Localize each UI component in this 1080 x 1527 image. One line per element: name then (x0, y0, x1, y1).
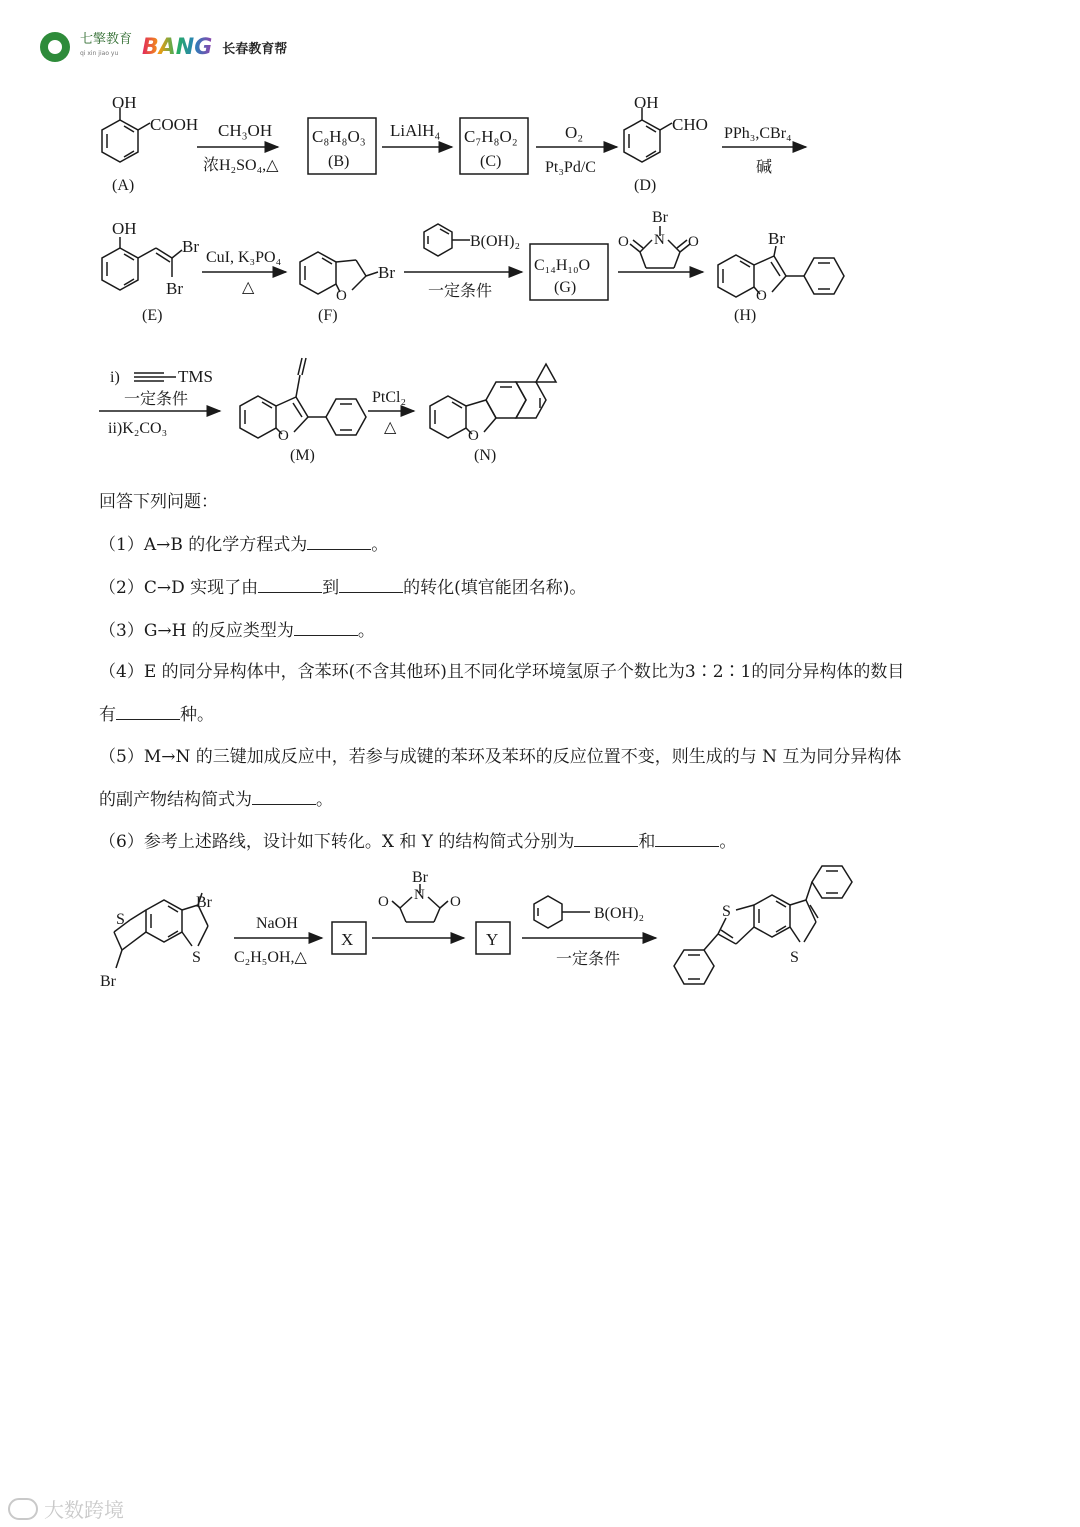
E-oh-label: OH (112, 219, 137, 238)
nbs-o2-label: O (688, 234, 699, 250)
A-label: (A) (112, 177, 135, 194)
E-br2-label: Br (166, 279, 183, 298)
arrow4-top: PPh₃,CBr₄ (724, 125, 792, 142)
F-br-label: Br (378, 263, 395, 282)
question-6: （6）参考上述路线，设计如下转化。X 和 Y 的结构简式分别为 和 。 (99, 832, 737, 852)
arrow3-bottom: Pt₃Pd/C (545, 159, 596, 176)
arrow8-top: PtCl₂ (372, 389, 407, 406)
arrow5-top: CuI, K₃PO₄ (206, 249, 282, 266)
arrow1-top: CH₃OH (218, 121, 273, 140)
answer-blank-2b[interactable] (339, 576, 403, 593)
scheme2-phenyl-reagent (534, 896, 590, 928)
compound-H-structure (718, 246, 844, 297)
D-oh-label: OH (634, 93, 659, 112)
compound-N-structure (430, 364, 556, 438)
scheme2-product-structure (674, 866, 852, 984)
N-label: (N) (474, 447, 497, 464)
nbs-br-label: Br (652, 209, 668, 226)
question-5-line1: （5）M→N 的三键加成反应中，若参与成键的苯环及苯环的反应位置不变，则生成的与 N 互为同分异构体 (99, 747, 902, 767)
scheme2-Y: Y (486, 930, 499, 949)
answer-blank-5[interactable] (252, 788, 316, 805)
question-4-line2: 有 种。 (99, 705, 214, 725)
H-o-label: O (756, 288, 767, 304)
answer-blank-6a[interactable] (574, 830, 638, 847)
scheme2-product-s2: S (790, 949, 799, 966)
M-label: (M) (290, 447, 315, 464)
arrow7-ii: ii)K₂CO₃ (108, 420, 168, 437)
answer-blank-6b[interactable] (655, 830, 719, 847)
scheme2-arrow1-top: NaOH (256, 915, 298, 932)
compound-D-structure (624, 108, 672, 162)
bang-logo-text: 长春教育帮 (222, 41, 288, 57)
scheme2-nbs-br: Br (412, 869, 428, 886)
arrow5-bottom: △ (242, 279, 255, 296)
scheme2-product-s1: S (722, 903, 731, 920)
E-br1-label: Br (182, 237, 199, 256)
watermark: 大数跨境 (8, 1494, 124, 1523)
G-formula: C₁₄H₁₀O (534, 257, 591, 274)
question-4-line1: （4）E 的同分异构体中，含苯环(不含其他环)且不同化学环境氢原子个数比为3∶2∶1的同分异构体的数目 (99, 662, 905, 682)
question-2: （2）C→D 实现了由 到 的转化(填官能团名称)。 (99, 578, 587, 598)
scheme2-s1: S (116, 911, 125, 928)
answer-blank-1[interactable] (307, 533, 371, 550)
question-1: （1）A→B 的化学方程式为 。 (99, 535, 389, 555)
F-label: (F) (318, 307, 338, 324)
arrow8-bottom: △ (384, 419, 397, 436)
scheme2-br1: Br (196, 894, 212, 911)
arrow6-bottom: 一定条件 (428, 283, 493, 300)
A-oh-label: OH (112, 93, 137, 112)
arrow6-reagent: B(OH)₂ (470, 233, 521, 250)
answer-blank-4[interactable] (116, 703, 180, 720)
answer-blank-2a[interactable] (258, 576, 322, 593)
arrow3-top: O₂ (565, 123, 584, 142)
arrow7-i: i) (110, 369, 120, 386)
answer-blank-3[interactable] (294, 619, 358, 636)
alkyne-tms-reagent (134, 373, 176, 381)
scheme2-arrow3-bottom: 一定条件 (556, 951, 621, 968)
G-label: (G) (554, 279, 577, 296)
scheme2-nbs-n: N (414, 887, 425, 903)
scheme2-X: X (341, 930, 354, 949)
scheme2-nbs-o1: O (378, 894, 389, 910)
H-br-label: Br (768, 229, 785, 248)
phenyl-reagent-structure (424, 224, 470, 256)
C-formula: C₇H₈O₂ (464, 127, 518, 146)
arrow7-tms: TMS (178, 367, 213, 386)
qixin-logo-text: 七擎教育 qi xin jiao yu (80, 32, 133, 57)
compound-M-structure (240, 358, 366, 438)
arrow1-bottom: 浓H₂SO₄,△ (203, 157, 279, 174)
C-label: (C) (480, 153, 502, 170)
watermark-logo-icon (8, 1498, 38, 1520)
H-label: (H) (734, 307, 757, 324)
scheme2-arrow3-reagent: B(OH)₂ (594, 905, 645, 922)
A-cooh-label: COOH (150, 115, 199, 134)
F-o-label: O (336, 288, 347, 304)
M-o-label: O (278, 428, 289, 444)
scheme2-nbs-o2: O (450, 894, 461, 910)
arrow4-bottom: 碱 (756, 159, 773, 176)
scheme2-br2: Br (100, 973, 116, 990)
question-5-line2: 的副产物结构简式为 。 (99, 790, 333, 810)
question-3: （3）G→H 的反应类型为 。 (99, 621, 375, 641)
N-o-label: O (468, 428, 479, 444)
D-cho-label: CHO (672, 115, 708, 134)
D-label: (D) (634, 177, 657, 194)
scheme2-arrow1-bottom: C₂H₅OH,△ (234, 949, 307, 966)
B-label: (B) (328, 153, 350, 170)
arrow2-top: LiAlH₄ (390, 121, 441, 140)
bang-logo: BANG (142, 34, 213, 60)
nbs-n-label: N (654, 232, 665, 248)
arrow7-mid: 一定条件 (124, 391, 189, 408)
scheme2-s2: S (192, 949, 201, 966)
nbs-o1-label: O (618, 234, 629, 250)
B-formula: C₈H₈O₃ (312, 127, 366, 146)
questions-intro: 回答下列问题： (99, 492, 218, 512)
E-label: (E) (142, 307, 163, 324)
compound-A-structure (102, 108, 150, 162)
